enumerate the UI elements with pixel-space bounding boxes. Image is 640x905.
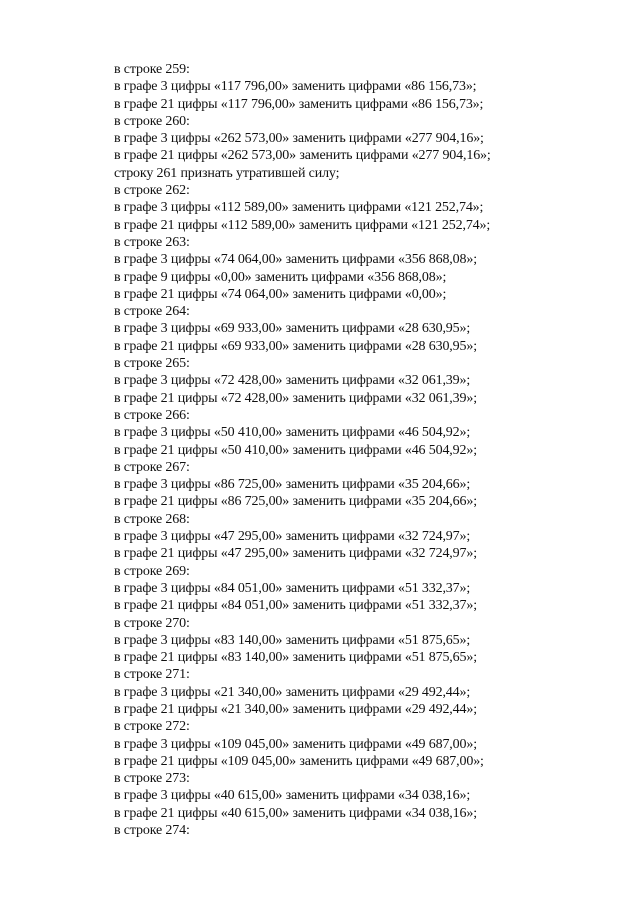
text-line: в графе 3 цифры «83 140,00» заменить цифрами «51 875,65»; (114, 632, 471, 648)
text-line: в строке 274: (114, 823, 190, 839)
text-line: в строке 268: (114, 511, 190, 527)
text-line: в графе 3 цифры «21 340,00» заменить цифрами «29 492,44»; (114, 684, 471, 700)
text-line: в графе 21 цифры «40 615,00» заменить цифрами «34 038,16»; (114, 805, 477, 821)
text-line: в графе 3 цифры «262 573,00» заменить цифрами «277 904,16»; (114, 131, 484, 147)
text-line: строку 261 признать утратившей силу; (114, 165, 340, 181)
text-line: в строке 266: (114, 407, 190, 423)
text-line: в графе 21 цифры «109 045,00» заменить цифрами «49 687,00»; (114, 753, 484, 769)
text-line: в строке 265: (114, 356, 190, 372)
document-text (114, 61, 594, 839)
text-line: в строке 270: (114, 615, 190, 631)
text-line: в графе 3 цифры «72 428,00» заменить цифрами «32 061,39»; (114, 373, 471, 389)
text-line: в графе 21 цифры «21 340,00» заменить цифрами «29 492,44»; (114, 701, 477, 717)
text-line: в графе 21 цифры «84 051,00» заменить цифрами «51 332,37»; (114, 598, 477, 614)
text-line: в графе 21 цифры «69 933,00» заменить цифрами «28 630,95»; (114, 338, 477, 354)
text-line: в строке 271: (114, 667, 190, 683)
text-line: в графе 21 цифры «74 064,00» заменить цифрами «0,00»; (114, 286, 447, 302)
text-line: в графе 3 цифры «74 064,00» заменить цифрами «356 868,08»; (114, 252, 477, 268)
text-line: в строке 272: (114, 719, 190, 735)
text-line: в графе 3 цифры «117 796,00» заменить цифрами «86 156,73»; (114, 79, 477, 95)
text-line: в графе 3 цифры «47 295,00» заменить цифрами «32 724,97»; (114, 529, 471, 545)
text-line: в графе 3 цифры «50 410,00» заменить цифрами «46 504,92»; (114, 425, 471, 441)
text-line: в графе 21 цифры «117 796,00» заменить цифрами «86 156,73»; (114, 96, 484, 112)
text-line: в строке 267: (114, 459, 190, 475)
text-line: в графе 3 цифры «86 725,00» заменить цифрами «35 204,66»; (114, 477, 471, 493)
text-line: в графе 9 цифры «0,00» заменить цифрами «356 868,08»; (114, 269, 447, 285)
text-line: в графе 21 цифры «112 589,00» заменить цифрами «121 252,74»; (114, 217, 491, 233)
text-line: в строке 263: (114, 234, 190, 250)
text-line: в строке 260: (114, 113, 190, 129)
text-line: в строке 262: (114, 183, 190, 199)
text-line: в графе 21 цифры «83 140,00» заменить цифрами «51 875,65»; (114, 650, 477, 666)
text-line: в графе 3 цифры «69 933,00» заменить цифрами «28 630,95»; (114, 321, 471, 337)
text-line: в графе 21 цифры «262 573,00» заменить цифрами «277 904,16»; (114, 148, 491, 164)
text-line: в графе 21 цифры «47 295,00» заменить цифрами «32 724,97»; (114, 546, 477, 562)
text-line: в графе 21 цифры «86 725,00» заменить цифрами «35 204,66»; (114, 494, 477, 510)
text-line: в графе 21 цифры «50 410,00» заменить цифрами «46 504,92»; (114, 442, 477, 458)
text-line: в графе 3 цифры «40 615,00» заменить цифрами «34 038,16»; (114, 788, 471, 804)
text-line: в строке 264: (114, 304, 190, 320)
text-line: в строке 269: (114, 563, 190, 579)
text-line: в строке 259: (114, 62, 190, 77)
text-line: в графе 3 цифры «112 589,00» заменить цифрами «121 252,74»; (114, 200, 484, 216)
text-line: в графе 3 цифры «84 051,00» заменить цифрами «51 332,37»; (114, 580, 471, 596)
text-line: в графе 21 цифры «72 428,00» заменить цифрами «32 061,39»; (114, 390, 477, 406)
text-line: в графе 3 цифры «109 045,00» заменить цифрами «49 687,00»; (114, 736, 477, 752)
text-line: в строке 273: (114, 771, 190, 787)
